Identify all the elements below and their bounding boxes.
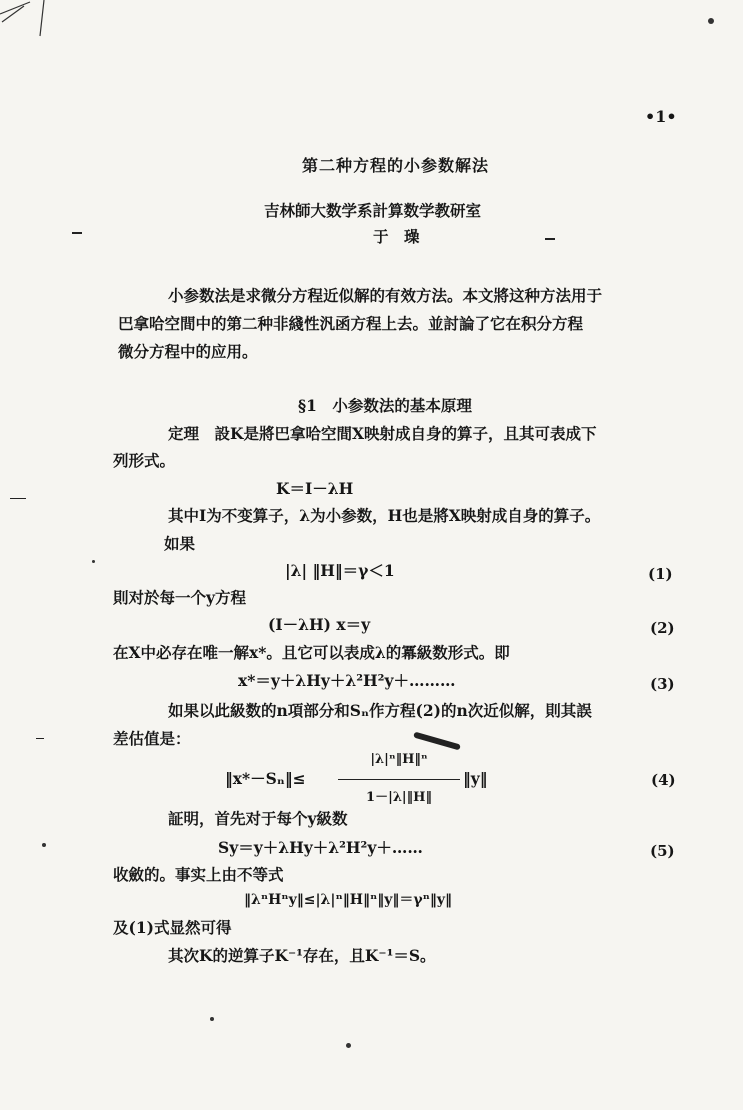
abstract-line: 小参数法是求微分方程近似解的有效方法。本文將这种方法用于	[168, 286, 603, 305]
equation-k: K＝I－λH	[276, 479, 354, 498]
scan-speck	[42, 843, 46, 847]
scan-speck	[210, 1017, 214, 1021]
text-line: 收斂的。事实上由不等式	[113, 865, 284, 884]
page-number: •1•	[645, 107, 677, 126]
abstract-line: 巴拿哈空間中的第二种非綫性汎函方程上去。並討論了它在积分方程	[118, 314, 584, 333]
theorem-line: 列形式。	[113, 451, 176, 470]
equation-1: |λ| ‖H‖＝γ＜1	[285, 561, 395, 580]
scan-dash	[545, 238, 555, 240]
inequality: ‖λⁿHⁿy‖≤|λ|ⁿ‖H‖ⁿ‖y‖＝γⁿ‖y‖	[244, 892, 452, 908]
equation-number: (4)	[651, 771, 676, 789]
equation-3: x*＝y＋λHy＋λ²H²y＋………	[238, 671, 456, 690]
text-line: 如果	[164, 534, 196, 553]
equation-4-denominator: 1－|λ|‖H‖	[366, 790, 432, 805]
equation-2: (I－λH) x＝y	[268, 615, 371, 634]
equation-number: (3)	[650, 675, 675, 693]
scan-speck	[92, 560, 95, 563]
equation-5: Sy＝y＋λHy＋λ²H²y＋……	[218, 838, 423, 857]
equation-number: (5)	[650, 842, 675, 860]
scan-corner-mark	[0, 0, 60, 40]
equation-4-numerator: |λ|ⁿ‖H‖ⁿ	[370, 752, 428, 767]
paper-title: 第二种方程的小参数解法	[302, 156, 490, 175]
equation-number: (1)	[648, 565, 673, 583]
text-line: 在X中必存在唯一解x*。且它可以表成λ的冪級数形式。即	[113, 643, 510, 662]
text-line: 其中I为不变算子，λ为小参数，H也是將X映射成自身的算子。	[168, 506, 601, 525]
equation-number: (2)	[650, 619, 675, 637]
abstract-line: 微分方程中的应用。	[118, 342, 258, 361]
text-line: 差估值是：	[113, 729, 191, 748]
author-affiliation: 吉林師大数学系計算数学教研室	[264, 201, 482, 220]
equation-4-left: ‖x*－Sₙ‖≤	[225, 769, 306, 788]
text-line: 則对於每一个y方程	[113, 588, 247, 607]
text-line: 及(1)式显然可得	[113, 918, 232, 937]
theorem-line: 定理 設K是將巴拿哈空間X映射成自身的算子，且其可表成下	[168, 424, 597, 443]
scan-dash	[10, 498, 26, 499]
author-name: 于 璪	[373, 227, 420, 246]
scan-speck	[708, 18, 714, 24]
text-line: 其次K的逆算子K⁻¹存在，且K⁻¹＝S。	[168, 946, 436, 965]
section-heading: §1 小参数法的基本原理	[298, 396, 472, 415]
fraction-bar	[338, 779, 460, 780]
scan-speck	[346, 1043, 351, 1048]
text-line: 証明，首先对于每个y級数	[168, 809, 348, 828]
scan-dash	[72, 232, 82, 234]
equation-4-right: ‖y‖	[463, 769, 488, 788]
scan-dash	[36, 738, 44, 739]
text-line: 如果以此級数的n項部分和Sₙ作方程(2)的n次近似解，則其誤	[168, 701, 592, 720]
ink-smudge	[413, 732, 461, 751]
